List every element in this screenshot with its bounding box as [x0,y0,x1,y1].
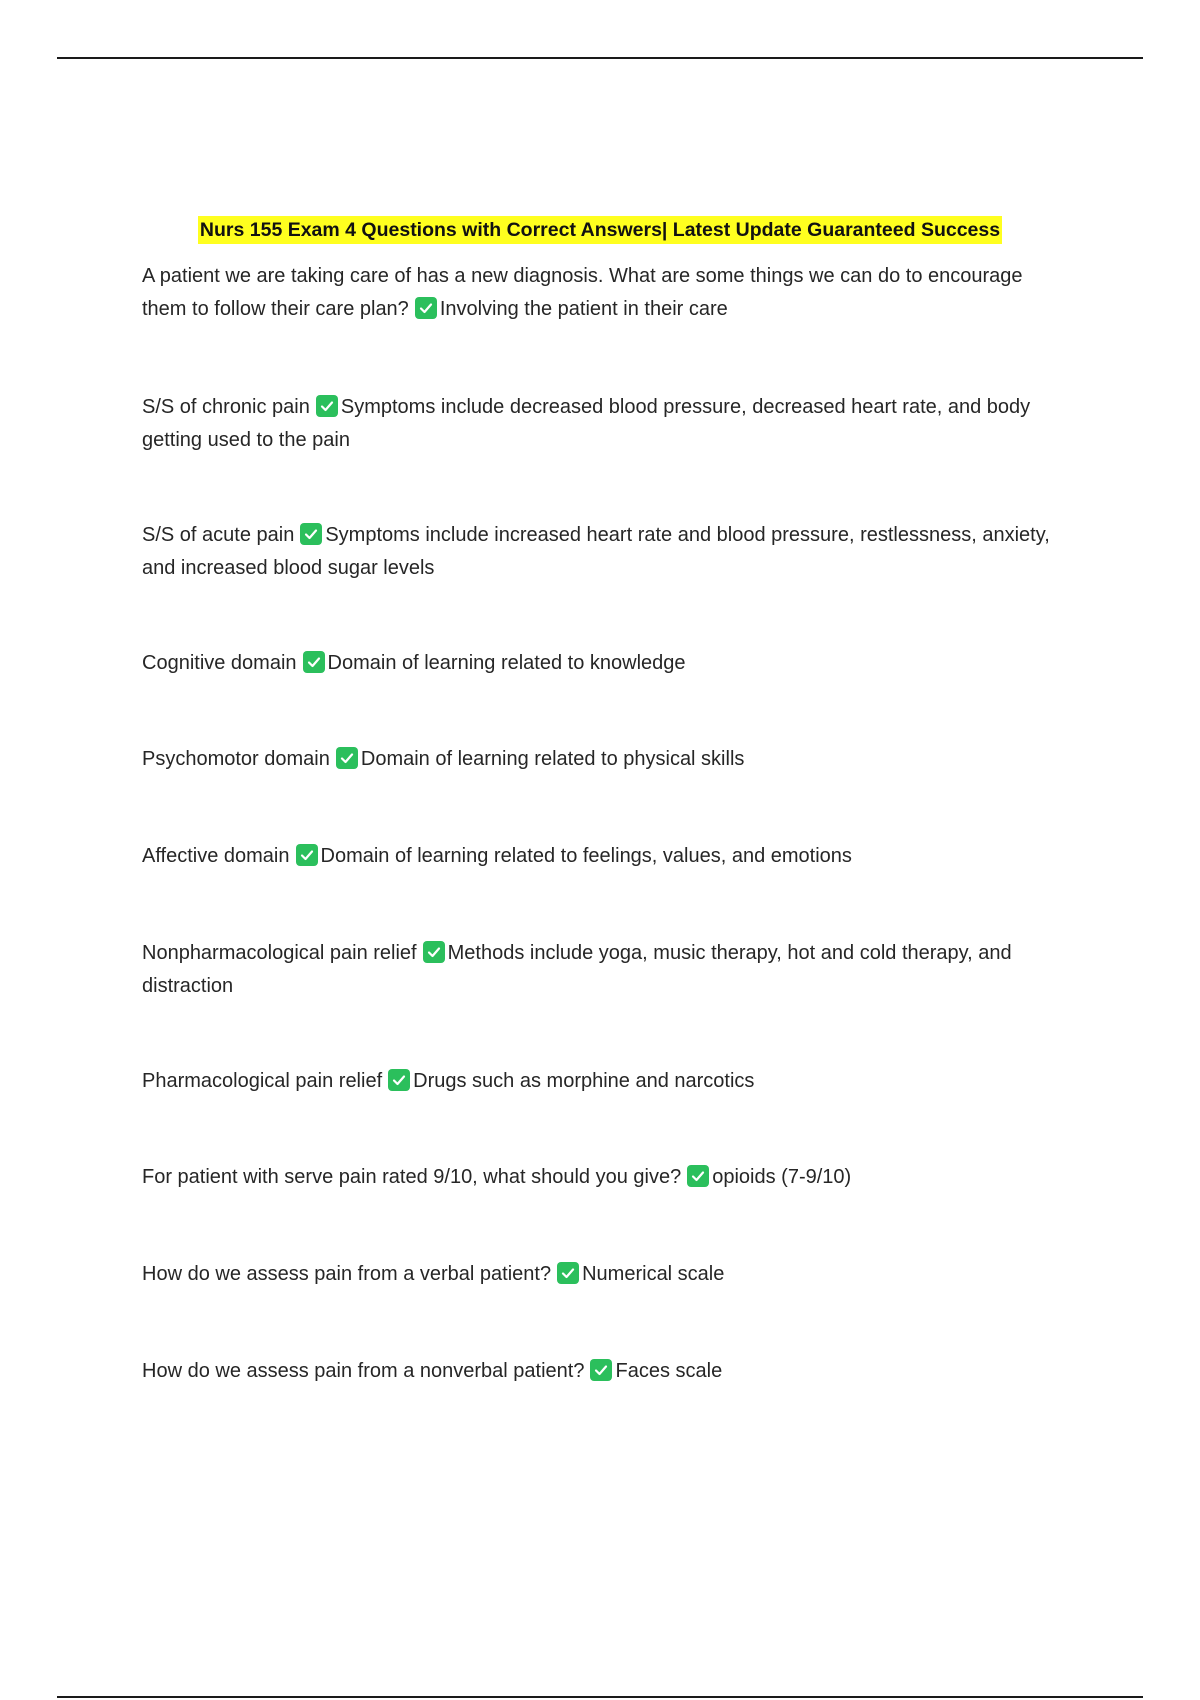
question-text: How do we assess pain from a nonverbal patient? [142,1360,585,1382]
answer-text: Domain of learning related to physical skills [360,748,745,770]
question-text: Nonpharmacological pain relief [142,942,417,964]
qa-item-10 [142,1258,1062,1291]
qa-item-9 [142,1161,1062,1194]
question-text: For patient with serve pain rated 9/10, what should you give? [142,1166,682,1188]
qa-item-5 [142,743,1062,776]
check-icon [415,297,437,319]
qa-item-3 [142,519,1062,585]
title-block [0,216,1200,244]
question-text: Affective domain [142,845,290,867]
answer-text: Methods include yoga, music therapy, hot and cold therapy, and distraction [142,942,1012,997]
answer-text: Drugs such as morphine and narcotics [413,1070,755,1092]
answer-text: Symptoms include decreased blood pressure, decreased heart rate, and body getting used to the pain [142,396,1031,451]
answer-text: Domain of learning related to feelings, values, and emotions [320,845,852,867]
qa-item-7 [142,937,1062,1003]
answer-text: Symptoms include increased heart rate and blood pressure, restlessness, anxiety, and increased blood sugar levels [142,524,1050,579]
check-icon [423,941,445,963]
check-icon [388,1069,410,1091]
qa-item-8 [142,1065,1062,1098]
question-text: S/S of acute pain [142,524,295,546]
qa-item-2 [142,391,1062,457]
check-icon [316,395,338,417]
qa-item-11 [142,1355,1062,1388]
qa-item-6 [142,840,1062,873]
document-title: Nurs 155 Exam 4 Questions with Correct Answers| Latest Update Guaranteed Success [198,216,1002,244]
question-text: Psychomotor domain [142,748,330,770]
check-icon [557,1262,579,1284]
answer-text: Domain of learning related to knowledge [327,652,686,674]
question-text: A patient we are taking care of has a new diagnosis. What are some things we can do to encourage them to follow their care plan? [142,265,1023,320]
check-icon [590,1359,612,1381]
question-text: S/S of chronic pain [142,396,310,418]
check-icon [336,747,358,769]
qa-item-4 [142,647,1062,680]
answer-text: opioids (7-9/10) [712,1166,852,1188]
question-text: Cognitive domain [142,652,297,674]
check-icon [687,1165,709,1187]
answer-text: Numerical scale [582,1263,725,1285]
check-icon [300,523,322,545]
bottom-rule [57,1696,1143,1698]
question-text: How do we assess pain from a verbal patient? [142,1263,552,1285]
check-icon [296,844,318,866]
answer-text: Involving the patient in their care [439,298,728,320]
top-rule [57,57,1143,59]
question-text: Pharmacological pain relief [142,1070,383,1092]
check-icon [303,651,325,673]
answer-text: Faces scale [615,1360,723,1382]
qa-item-1 [142,260,1062,326]
